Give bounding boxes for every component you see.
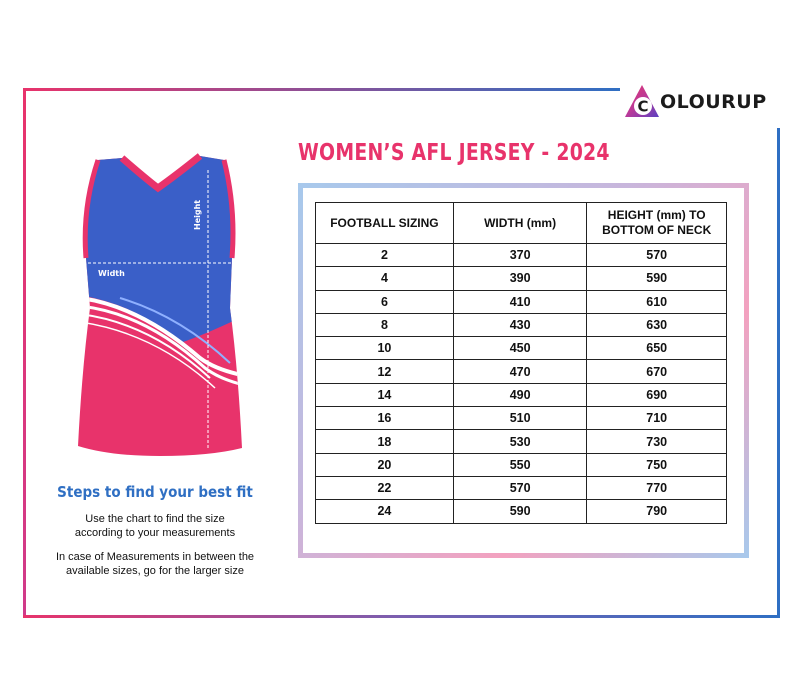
- size-cell: 20: [316, 453, 454, 476]
- height-cell: 750: [587, 453, 727, 476]
- width-cell: 490: [453, 383, 587, 406]
- frame-bottom-border: [23, 615, 780, 618]
- size-table-panel: [303, 188, 744, 553]
- instruction-line-1: Use the chart to find the size: [85, 513, 225, 525]
- jersey-illustration: [60, 148, 260, 458]
- header-width: WIDTH (mm): [453, 203, 587, 244]
- width-cell: 550: [453, 453, 587, 476]
- header-football-sizing: FOOTBALL SIZING: [316, 203, 454, 244]
- height-cell: 570: [587, 244, 727, 267]
- logo-text: OLOURUP: [660, 91, 767, 113]
- width-label: Width: [98, 269, 125, 278]
- height-cell: 670: [587, 360, 727, 383]
- frame-left-border: [23, 88, 26, 618]
- table-row: [316, 360, 727, 383]
- table-row: [316, 267, 727, 290]
- size-cell: 12: [316, 360, 454, 383]
- table-row: [316, 244, 727, 267]
- width-cell: 390: [453, 267, 587, 290]
- width-cell: 370: [453, 244, 587, 267]
- table-row: [316, 337, 727, 360]
- height-cell: 630: [587, 313, 727, 336]
- instruction-line-2: according to your measurements: [74, 527, 236, 539]
- table-header-row: [316, 203, 727, 244]
- height-cell: 790: [587, 500, 727, 523]
- size-cell: 24: [316, 500, 454, 523]
- size-cell: 2: [316, 244, 454, 267]
- height-cell: 710: [587, 407, 727, 430]
- height-cell: 770: [587, 476, 727, 499]
- size-cell: 6: [316, 290, 454, 313]
- height-label: Height: [193, 199, 202, 230]
- table-row: [316, 500, 727, 523]
- width-cell: 450: [453, 337, 587, 360]
- height-cell: 590: [587, 267, 727, 290]
- table-row: [316, 476, 727, 499]
- logo-letter: C: [637, 97, 649, 116]
- steps-title: Steps to find your best fit: [57, 483, 253, 501]
- width-cell: 530: [453, 430, 587, 453]
- logo-mark-icon: [622, 82, 662, 122]
- height-cell: 690: [587, 383, 727, 406]
- colourup-logo: [622, 82, 792, 122]
- instruction-line-4: available sizes, go for the larger size: [66, 565, 244, 577]
- table-row: [316, 383, 727, 406]
- height-cell: 610: [587, 290, 727, 313]
- header-height-line-2: BOTTOM OF NECK: [602, 223, 712, 237]
- height-cell: 730: [587, 430, 727, 453]
- size-table: [315, 202, 727, 524]
- width-cell: 570: [453, 476, 587, 499]
- frame-right-border: [777, 128, 780, 618]
- table-row: [316, 407, 727, 430]
- size-cell: 10: [316, 337, 454, 360]
- header-height: [587, 203, 727, 244]
- frame-top-border: [23, 88, 620, 91]
- size-cell: 8: [316, 313, 454, 336]
- header-height-line-1: HEIGHT (mm) TO: [607, 208, 706, 222]
- width-cell: 510: [453, 407, 587, 430]
- table-row: [316, 430, 727, 453]
- width-cell: 470: [453, 360, 587, 383]
- instruction-line-3: In case of Measurements in between the: [55, 551, 255, 563]
- page-title: WOMEN’S AFL JERSEY - 2024: [298, 140, 610, 166]
- height-cell: 650: [587, 337, 727, 360]
- width-cell: 590: [453, 500, 587, 523]
- size-cell: 22: [316, 476, 454, 499]
- table-row: [316, 290, 727, 313]
- width-cell: 410: [453, 290, 587, 313]
- size-cell: 4: [316, 267, 454, 290]
- size-cell: 16: [316, 407, 454, 430]
- table-row: [316, 313, 727, 336]
- size-cell: 14: [316, 383, 454, 406]
- width-cell: 430: [453, 313, 587, 336]
- table-row: [316, 453, 727, 476]
- size-cell: 18: [316, 430, 454, 453]
- size-table-frame: [298, 183, 749, 558]
